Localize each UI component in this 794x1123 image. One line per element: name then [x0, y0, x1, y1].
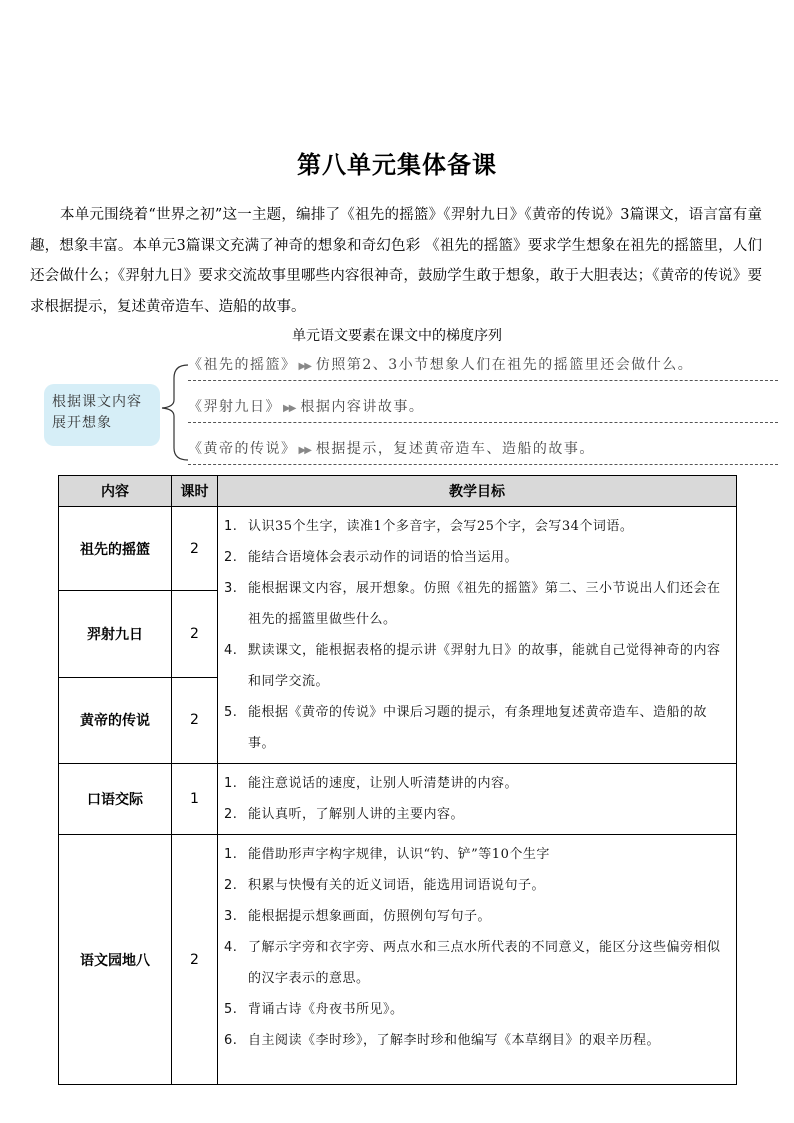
- goal-text: 能结合语境体会表示动作的词语的恰当运用。: [248, 550, 519, 565]
- header-goals: 教学目标: [218, 476, 737, 507]
- sequence-text: 仿照第2、3小节想象人们在祖先的摇篮里还会做什么。: [315, 357, 694, 373]
- sequence-lesson: 《黄帝的传说》: [188, 441, 297, 457]
- table-row: [59, 835, 737, 1085]
- lesson-hours: 2: [172, 835, 218, 1085]
- goal-number: 3.: [224, 581, 238, 596]
- sequence-lesson: 《祖先的摇篮》: [188, 357, 297, 373]
- goal-text: 能根据《黄帝的传说》中课后习题的提示，有条理地复述黄帝造车、造船的故事。: [248, 705, 708, 751]
- goal-text: 自主阅读《李时珍》，了解李时珍和他编写《本草纲目》的艰辛历程。: [248, 1033, 661, 1048]
- goals-cell: [218, 507, 737, 764]
- goal-number: 3.: [224, 909, 238, 924]
- goal-text: 能认真听，了解别人讲的主要内容。: [248, 807, 465, 822]
- double-arrow-icon: ▶▶: [298, 361, 310, 372]
- goals-cell: [218, 764, 737, 835]
- lesson-name: 羿射九日: [59, 591, 172, 677]
- intro-paragraph: 本单元围绕着“世界之初”这一主题，编排了《祖先的摇篮》《羿射九日》《黄帝的传说》3篇课文，语言富有童趣，想象丰富。本单元3篇课文充满了神奇的想象和奇幻色彩 《祖先的摇篮》要求学生想象在祖先的摇篮里，人们还会做什么；《羿射九日》要求交流故事里哪些内容很神奇，鼓励学生敢于想象，敢于大胆表达；《黄帝的传说》要求根据提示，复述黄帝造车、造船的故事。: [30, 207, 762, 315]
- sequence-item: [188, 354, 778, 381]
- goal-number: 6.: [224, 1033, 238, 1048]
- lesson-name: 黄帝的传说: [59, 677, 172, 763]
- sequence-title: 单元语文要素在课文中的梯度序列: [292, 328, 502, 344]
- goal-item: [224, 635, 728, 697]
- bubble-line-2: 展开想象: [52, 415, 112, 431]
- lesson-name: 语文园地八: [59, 835, 172, 1085]
- goal-item: [224, 932, 728, 994]
- goal-item: [224, 697, 728, 759]
- bubble-line-1: 根据课文内容: [52, 394, 142, 410]
- lesson-name: 祖先的摇篮: [59, 507, 172, 591]
- table-header-row: [59, 476, 737, 507]
- header-content: 内容: [59, 476, 172, 507]
- goal-item: [224, 511, 728, 542]
- theme-bubble: [44, 384, 160, 446]
- double-arrow-icon: ▶▶: [298, 445, 310, 456]
- goal-text: 能借助形声字构字规律，认识“钓、铲”等10个生字: [248, 847, 550, 862]
- goal-number: 1.: [224, 776, 238, 791]
- brace-connector: [160, 358, 190, 468]
- goal-number: 5.: [224, 705, 238, 720]
- goal-number: 2.: [224, 550, 238, 565]
- goal-number: 1.: [224, 519, 238, 534]
- goal-number: 2.: [224, 807, 238, 822]
- goal-text: 能根据课文内容，展开想象。仿照《祖先的摇篮》第二、三小节说出人们还会在祖先的摇篮里做些什么。: [248, 581, 721, 627]
- goal-item: [224, 839, 728, 870]
- double-arrow-icon: ▶▶: [283, 403, 295, 414]
- goal-item: [224, 1025, 728, 1056]
- goal-item: [224, 573, 728, 635]
- goal-number: 2.: [224, 878, 238, 893]
- goal-text: 了解示字旁和衣字旁、两点水和三点水所代表的不同意义，能区分这些偏旁相似的汉字表示的意思。: [248, 940, 721, 986]
- lesson-hours: 2: [172, 507, 218, 591]
- sequence-text: 根据内容讲故事。: [300, 399, 425, 415]
- goal-item: [224, 768, 728, 799]
- goal-text: 认识35个生字，读准1个多音字，会写25个字，会写34个词语。: [248, 519, 634, 534]
- goals-cell: [218, 835, 737, 1085]
- goal-text: 能注意说话的速度，让别人听清楚讲的内容。: [248, 776, 519, 791]
- lesson-name: 口语交际: [59, 764, 172, 835]
- sequence-lesson: 《羿射九日》: [188, 399, 281, 415]
- lesson-hours: 1: [172, 764, 218, 835]
- goal-text: 积累与快慢有关的近义词语，能选用词语说句子。: [248, 878, 546, 893]
- goal-text: 背诵古诗《舟夜书所见》。: [248, 1002, 404, 1017]
- table-row: [59, 507, 737, 591]
- goal-number: 1.: [224, 847, 238, 862]
- goal-item: [224, 799, 728, 830]
- sequence-item: [188, 438, 778, 465]
- goal-number: 4.: [224, 940, 238, 955]
- sequence-item: [188, 396, 778, 423]
- sequence-text: 根据提示，复述黄帝造车、造船的故事。: [315, 441, 595, 457]
- table-row: [59, 764, 737, 835]
- goal-text: 能根据提示想象画面，仿照例句写句子。: [248, 909, 492, 924]
- lesson-hours: 2: [172, 591, 218, 677]
- goal-number: 5.: [224, 1002, 238, 1017]
- goal-item: [224, 870, 728, 901]
- goal-item: [224, 901, 728, 932]
- goal-text: 默读课文，能根据表格的提示讲《羿射九日》的故事，能就自己觉得神奇的内容和同学交流。: [248, 643, 721, 689]
- goal-item: [224, 994, 728, 1025]
- page-title: 第八单元集体备课: [297, 151, 497, 179]
- goal-item: [224, 542, 728, 573]
- teaching-plan-table: [58, 475, 737, 1085]
- lesson-hours: 2: [172, 677, 218, 763]
- header-hours: 课时: [172, 476, 218, 507]
- goal-number: 4.: [224, 643, 238, 658]
